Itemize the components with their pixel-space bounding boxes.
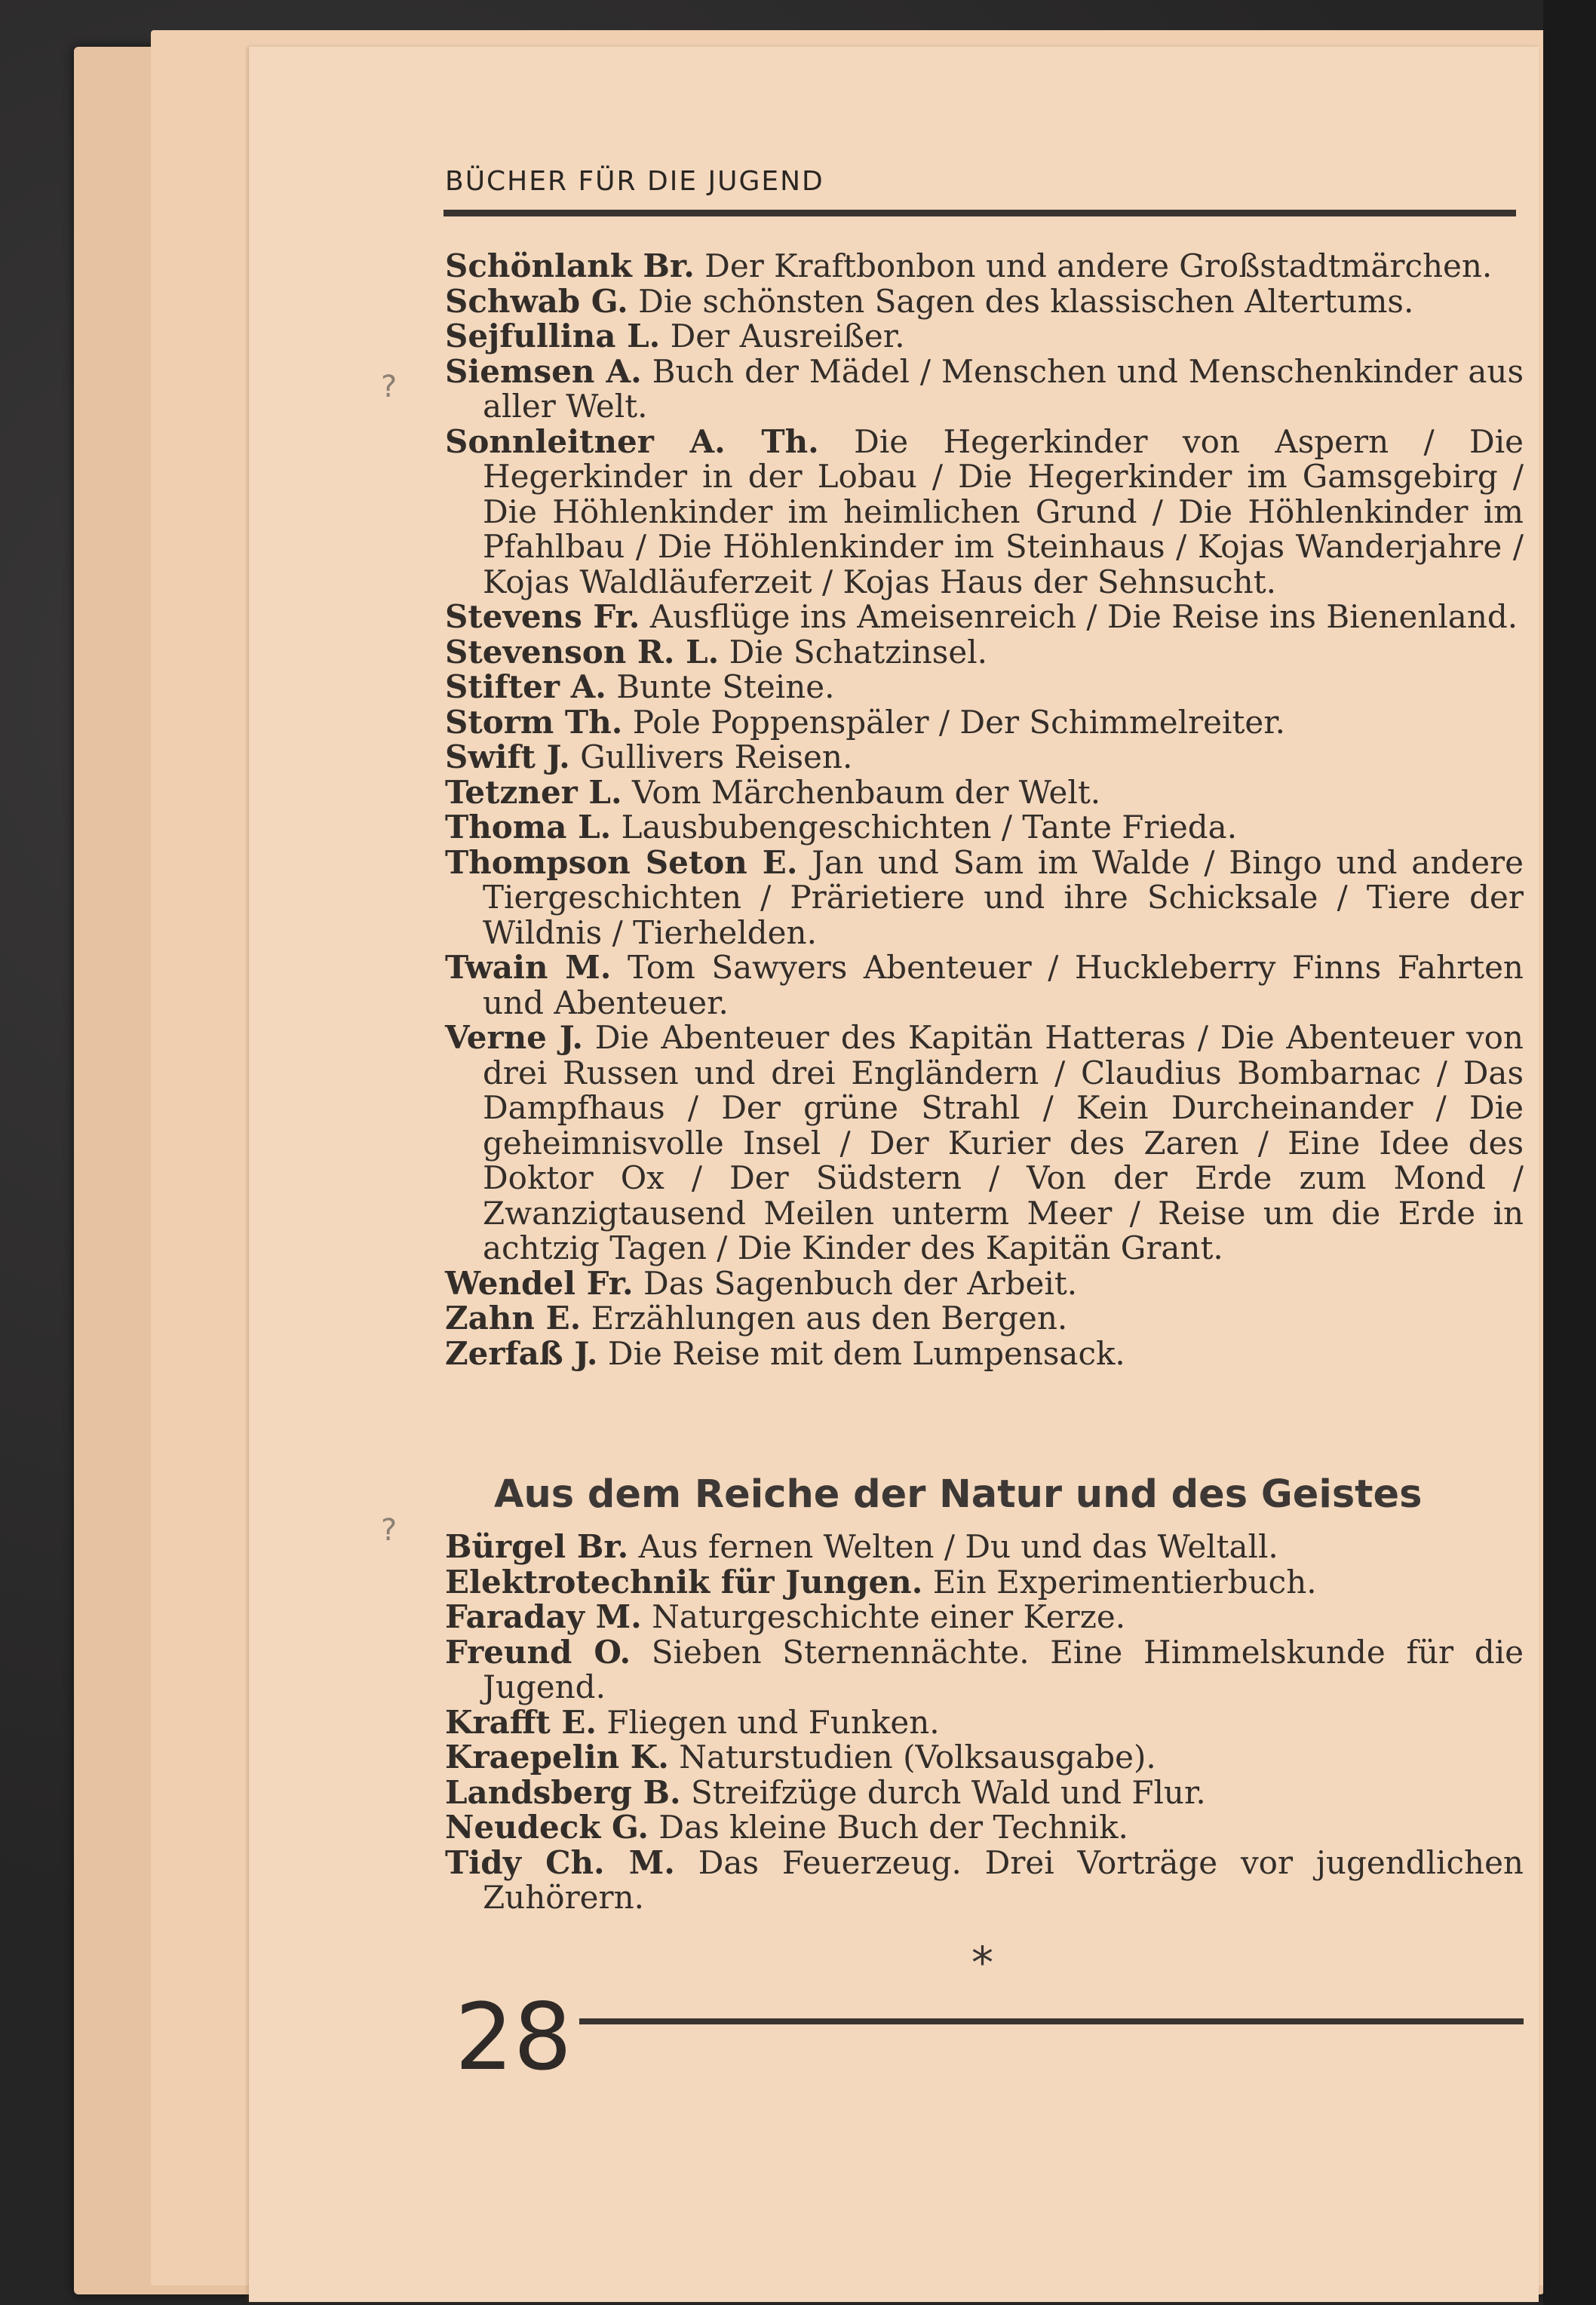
book-entry [445,810,1524,846]
book-entry [445,670,1524,705]
entry-titles: Naturstudien (Volksausgabe). [679,1739,1156,1776]
entry-titles: Die Hegerkinder von Aspern / Die Hegerkinder in der Lobau / Die Hegerkinder im Gamsgebirg / Die Höhlenkinder im heimlichen Grund / Die Höhlenkinder im Pfahlbau / Die Höhlenkinder im Steinhaus / Kojas Wanderjahre / Kojas Waldläuferzeit / Kojas Haus der Sehnsucht. [483,422,1524,600]
entry-author: Swift J. [445,738,570,775]
entry-titles: Das Feuerzeug. Drei Vorträge vor jugendlichen Zuhörern. [483,1843,1524,1916]
entry-titles: Fliegen und Funken. [606,1703,940,1741]
entry-titles: Lausbubengeschichten / Tante Frieda. [621,809,1238,846]
entry-titles: Buch der Mädel / Menschen und Menschenkinder aus aller Welt. [483,352,1524,425]
entry-author: Stevens Fr. [445,598,640,635]
book-entry [445,1334,1524,1372]
page-number: 28 [455,1984,572,2091]
entry-author: Wendel Fr. [445,1264,634,1302]
book-entry [445,1266,1524,1302]
book-entry [445,1843,1524,1916]
entry-titles: Das Sagenbuch der Arbeit. [643,1264,1078,1302]
book-entry [445,1301,1524,1337]
entry-titles: Erzählungen aus den Bergen. [591,1300,1068,1337]
entry-titles: Ausflüge ins Ameisenreich / Die Reise ins Bienenland. [649,598,1518,635]
entry-author: Siemsen A. [445,352,642,390]
entry-titles: Die Schatzinsel. [729,633,987,671]
entry-author: Tetzner L. [445,773,622,811]
book-entry [445,1810,1524,1846]
running-head: BÜCHER FÜR DIE JUGEND [445,166,824,197]
entry-author: Zerfaß J. [445,1334,598,1372]
book-entry [445,1530,1524,1565]
entry-titles: Die Reise mit dem Lumpensack. [607,1334,1125,1372]
book-entry [445,705,1524,741]
book-binding [1543,0,1596,2305]
entry-author: Bürgel Br. [445,1528,629,1565]
entry-author: Faraday M. [445,1598,642,1635]
book-entry [445,1773,1524,1811]
entry-author: Neudeck G. [445,1809,649,1846]
entry-author: Freund O. [445,1633,631,1671]
book-entry [445,354,1524,425]
entry-titles: Sieben Sternennächte. Eine Himmelskunde für die Jugend. [483,1633,1524,1705]
entry-author: Stevenson R. L. [445,633,720,671]
entry-author: Sonnleitner A. Th. [445,422,819,460]
book-entry [445,319,1524,354]
entry-titles: Ein Experimentierbuch. [932,1563,1317,1601]
entry-titles: Bunte Steine. [616,668,835,705]
entry-titles: Gullivers Reisen. [580,738,853,775]
entry-author: Zahn E. [445,1300,582,1337]
pencil-mark: ? [381,370,397,404]
book-list-youth [445,249,1524,1371]
book-entry [445,249,1524,284]
book-entry [445,1705,1524,1741]
entry-titles: Naturgeschichte einer Kerze. [652,1598,1126,1635]
book-list-nature [445,1530,1524,1916]
section-heading: Aus dem Reiche der Natur und des Geistes [494,1472,1423,1517]
entry-titles: Die Abenteuer des Kapitän Hatteras / Die Abenteuer von drei Russen und drei Engländern / Claudius Bombarnac / Das Dampfhaus / Der grüne Strahl / Kein Durcheinander / Die geheimnisvolle Insel / Der Kurier des Zaren / Eine Idee des Doktor Ox / Der Südstern / Von der Erde zum Mond / Zwanzigtausend Meilen unterm Meer / Reise um die Erde in achtzig Tagen / Die Kinder des Kapitän Grant. [483,1019,1524,1266]
entry-author: Schönlank Br. [445,247,695,284]
header-rule [444,210,1516,216]
entry-titles: Die schönsten Sagen des klassischen Altertums. [638,282,1414,320]
entry-author: Krafft E. [445,1703,597,1741]
entry-author: Landsberg B. [445,1773,681,1811]
book-entry [445,284,1524,320]
book-entry [445,1740,1524,1776]
book-entry [445,1600,1524,1635]
entry-author: Tidy Ch. M. [445,1843,675,1881]
entry-titles: Tom Sawyers Abenteuer / Huckleberry Finns Fahrten und Abenteuer. [483,949,1524,1021]
entry-titles: Pole Poppenspäler / Der Schimmelreiter. [632,703,1286,741]
book-entry [445,1021,1524,1266]
book-entry [445,1635,1524,1705]
entry-author: Elektrotechnik für Jungen. [445,1563,923,1601]
book-entry [445,422,1524,600]
book-entry [445,635,1524,671]
entry-titles: Das kleine Buch der Technik. [658,1809,1128,1846]
entry-titles: Der Ausreißer. [670,318,905,354]
pencil-mark: ? [381,1513,397,1548]
entry-author: Thoma L. [445,809,612,846]
entry-author: Thompson Seton E. [445,843,798,881]
book-entry [445,740,1524,775]
book-entry [445,950,1524,1021]
entry-author: Schwab G. [445,282,628,320]
end-mark-asterisk: * [971,1937,993,1988]
book-entry [445,775,1524,811]
entry-author: Twain M. [445,949,612,986]
entry-titles: Jan und Sam im Walde / Bingo und andere Tiergeschichten / Prärietiere und ihre Schicksale / Tiere der Wildnis / Tierhelden. [483,843,1524,951]
entry-author: Storm Th. [445,703,623,741]
book-entry [445,1565,1524,1601]
entry-titles: Aus fernen Welten / Du und das Weltall. [638,1528,1278,1565]
entry-author: Verne J. [445,1019,584,1056]
entry-author: Kraepelin K. [445,1739,669,1776]
entry-author: Sejfullina L. [445,318,661,354]
entry-titles: Streifzüge durch Wald und Flur. [690,1773,1206,1811]
entry-titles: Vom Märchenbaum der Welt. [631,773,1101,811]
entry-author: Stifter A. [445,668,606,705]
footer-rule [579,2018,1524,2024]
book-entry [445,843,1524,951]
book-entry [445,600,1524,635]
entry-titles: Der Kraftbonbon und andere Großstadtmärchen. [704,247,1493,284]
